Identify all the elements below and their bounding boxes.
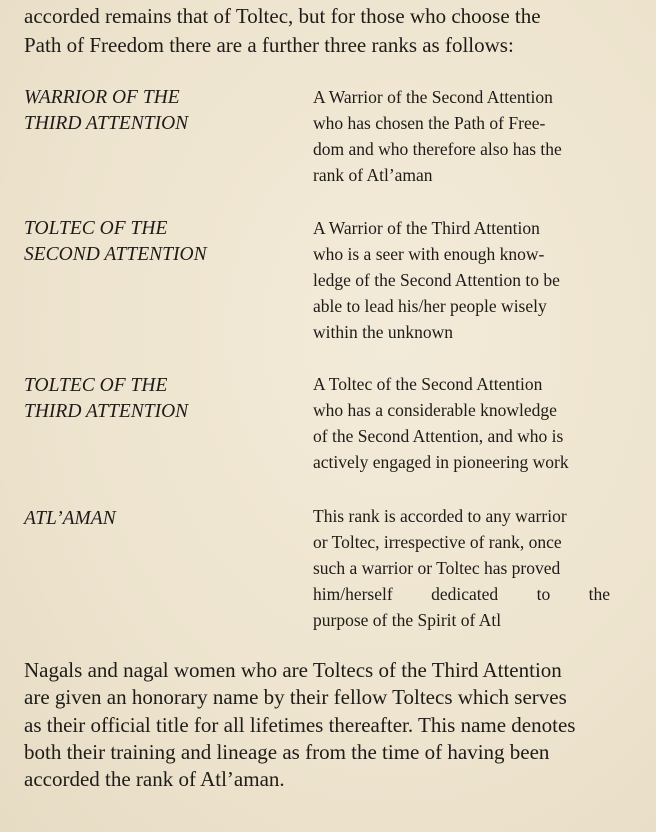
definition-line: actively engaged in pioneering work bbox=[313, 452, 569, 472]
rank-term-line: WARRIOR OF THE bbox=[24, 87, 180, 108]
definition-line: within the unknown bbox=[313, 322, 453, 342]
rank-term-line: ATL’AMAN bbox=[24, 508, 116, 529]
definition-line: able to lead his/her people wisely bbox=[313, 296, 547, 316]
definition-line: dom and who therefore also has the bbox=[313, 139, 562, 159]
closing-line: accorded the rank of Atl’aman. bbox=[24, 767, 285, 792]
rank-term-line: TOLTEC OF THE bbox=[24, 218, 168, 239]
closing-line: both their training and lineage as from the time of having been bbox=[24, 739, 550, 764]
definition-line: ledge of the Second Attention to be bbox=[313, 270, 560, 290]
rank-term-toltec-second-attention bbox=[24, 216, 294, 268]
rank-definition-atlaman bbox=[313, 503, 610, 633]
rank-term-line: THIRD ATTENTION bbox=[24, 401, 189, 422]
definition-line: who has chosen the Path of Free- bbox=[313, 113, 546, 133]
rank-definition-toltec-second-attention bbox=[313, 215, 610, 345]
definition-line: who has a considerable knowledge bbox=[313, 400, 557, 420]
definition-line: or Toltec, irrespective of rank, once bbox=[313, 532, 562, 552]
closing-line: Nagals and nagal women who are Toltecs of the Third Attention bbox=[24, 658, 562, 682]
definition-line: This rank is accorded to any warrior bbox=[313, 506, 567, 526]
rank-term-line: THIRD ATTENTION bbox=[24, 113, 189, 134]
definition-line: who is a seer with enough know- bbox=[313, 244, 545, 264]
intro-line: accorded remains that of Toltec, but for those who choose the bbox=[24, 4, 541, 28]
rank-term-line: TOLTEC OF THE bbox=[24, 375, 168, 396]
definition-line: A Warrior of the Second Attention bbox=[313, 87, 553, 107]
closing-paragraph bbox=[24, 657, 638, 793]
rank-definition-warrior-third-attention bbox=[313, 84, 610, 188]
rank-term-toltec-third-attention bbox=[24, 373, 294, 425]
rank-definition-toltec-third-attention bbox=[313, 371, 610, 475]
closing-line: are given an honorary name by their fellow Toltecs which serves bbox=[24, 685, 567, 710]
rank-term-line: SECOND ATTENTION bbox=[24, 244, 207, 265]
definition-line: A Toltec of the Second Attention bbox=[313, 374, 543, 394]
rank-term-warrior-third-attention bbox=[24, 85, 294, 137]
intro-paragraph bbox=[24, 2, 636, 60]
definition-line: purpose of the Spirit of Atl bbox=[313, 610, 502, 630]
definition-line: such a warrior or Toltec has proved bbox=[313, 558, 561, 578]
definition-line: of the Second Attention, and who is bbox=[313, 426, 564, 446]
definition-line: A Warrior of the Third Attention bbox=[313, 218, 540, 238]
definition-line: him/herself dedicated to the bbox=[313, 584, 610, 604]
rank-term-atlaman bbox=[24, 506, 294, 532]
closing-line: as their official title for all lifetimes thereafter. This name denotes bbox=[24, 712, 576, 737]
definition-line: rank of Atl’aman bbox=[313, 165, 433, 185]
intro-line: Path of Freedom there are a further three ranks as follows: bbox=[24, 33, 514, 57]
